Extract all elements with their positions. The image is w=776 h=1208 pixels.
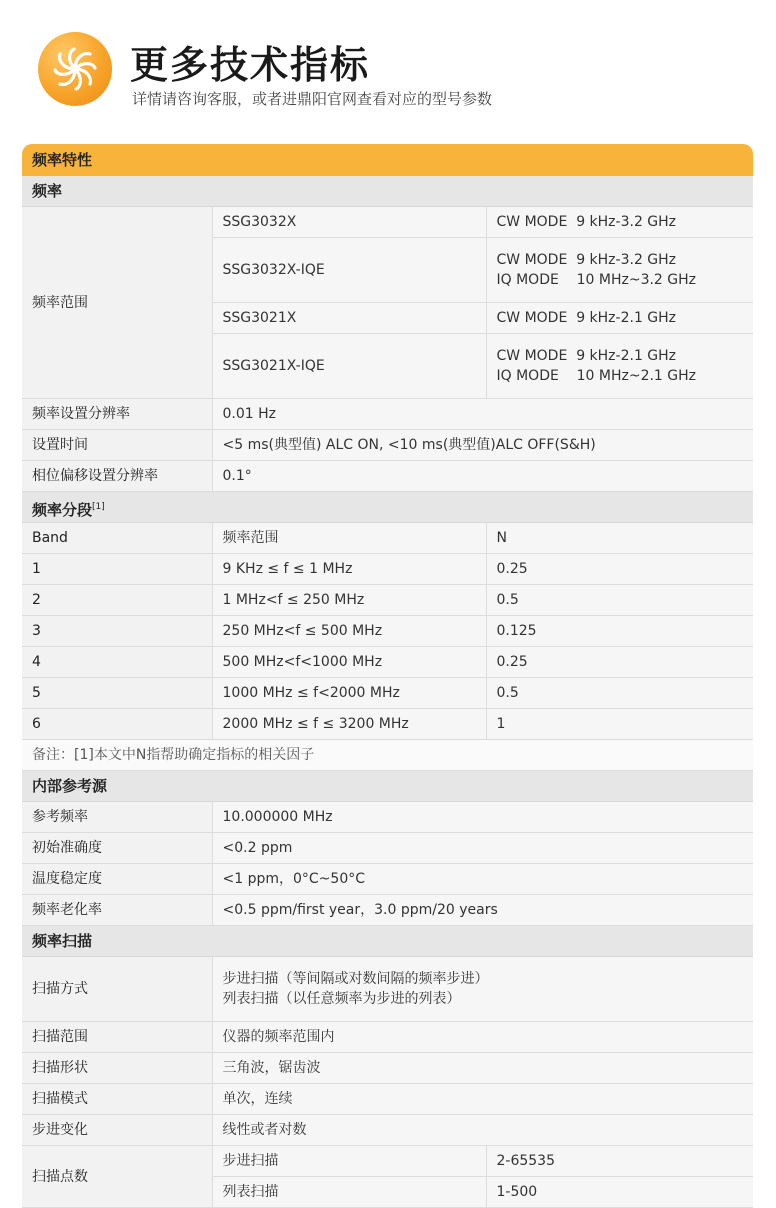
- footnote: 备注：[1]本文中N指帮助确定指标的相关因子: [22, 740, 753, 771]
- table-row: [22, 678, 753, 709]
- band-range: 1 MHz<f ≤ 250 MHz: [212, 585, 486, 616]
- page-subtitle: 详情请咨询客服，或者进鼎阳官网查看对应的型号参数: [132, 90, 493, 108]
- spec-label: 相位偏移设置分辨率: [22, 461, 212, 492]
- spec-value: 0.1°: [212, 461, 753, 492]
- group-title: 频率分段: [32, 501, 93, 519]
- band-n: 0.125: [486, 616, 753, 647]
- bands-table: [22, 523, 753, 740]
- spec-value: <0.2 ppm: [212, 833, 753, 864]
- band-number: 3: [22, 616, 212, 647]
- band-range: 500 MHz<f<1000 MHz: [212, 647, 486, 678]
- table-row: [22, 647, 753, 678]
- spec-label: 扫描范围: [22, 1022, 212, 1053]
- band-n: 1: [486, 709, 753, 740]
- band-n: 0.5: [486, 678, 753, 709]
- siglent-logo-icon: [38, 32, 112, 106]
- page-header: [0, 0, 776, 140]
- spec-label: 扫描方式: [22, 957, 212, 1022]
- table-row: [22, 1115, 753, 1146]
- table-row: [22, 1084, 753, 1115]
- spec-value: <1 ppm，0°C~50°C: [212, 864, 753, 895]
- spec-value: [212, 957, 753, 1022]
- spec-value: 三角波，锯齿波: [212, 1053, 753, 1084]
- group-header-frequency-bands: [22, 492, 753, 523]
- model-range: [486, 303, 753, 334]
- spec-label: 扫描点数: [22, 1146, 212, 1208]
- group-header-internal-reference: 内部参考源: [22, 771, 753, 802]
- spec-label: 初始准确度: [22, 833, 212, 864]
- spec-label: 频率设置分辨率: [22, 399, 212, 430]
- spec-label: 扫描形状: [22, 1053, 212, 1084]
- table-row: [22, 1022, 753, 1053]
- spec-table: [22, 144, 753, 1208]
- sweep-method-line: 列表扫描（以任意频率为步进的列表）: [222, 991, 461, 1007]
- table-row: [22, 895, 753, 926]
- model-range: [486, 207, 753, 238]
- mode-line: IQ MODE 10 MHz~3.2 GHz: [496, 272, 697, 288]
- spec-value: 单次，连续: [212, 1084, 753, 1115]
- model-name: SSG3032X: [212, 207, 486, 238]
- footnote-marker: [1]: [92, 502, 105, 512]
- sweep-method-line: 步进扫描（等间隔或对数间隔的频率步进）: [222, 971, 489, 987]
- band-n: 0.25: [486, 647, 753, 678]
- mode-line: IQ MODE 10 MHz~2.1 GHz: [496, 368, 697, 384]
- group-header-frequency: 频率: [22, 176, 753, 207]
- sweep-type: 步进扫描: [212, 1146, 486, 1177]
- table-row: [22, 1146, 753, 1177]
- band-number: 1: [22, 554, 212, 585]
- spec-label: 温度稳定度: [22, 864, 212, 895]
- frequency-range-label: 频率范围: [22, 207, 212, 399]
- table-row: [22, 1053, 753, 1084]
- table-row: [22, 585, 753, 616]
- mode-line: CW MODE 9 kHz-3.2 GHz: [496, 214, 677, 230]
- mode-line: CW MODE 9 kHz-2.1 GHz: [496, 310, 677, 326]
- spec-value: 10.000000 MHz: [212, 802, 753, 833]
- band-range: 2000 MHz ≤ f ≤ 3200 MHz: [212, 709, 486, 740]
- spec-value: <5 ms(典型值) ALC ON, <10 ms(典型值)ALC OFF(S&H): [212, 430, 753, 461]
- mode-line: CW MODE 9 kHz-2.1 GHz: [496, 348, 677, 364]
- reference-table: [22, 802, 753, 926]
- column-header: N: [486, 523, 753, 554]
- sweep-type: 列表扫描: [212, 1177, 486, 1208]
- sweep-table: [22, 957, 753, 1208]
- table-row: [22, 616, 753, 647]
- column-header: 频率范围: [212, 523, 486, 554]
- band-range: 250 MHz<f ≤ 500 MHz: [212, 616, 486, 647]
- band-number: 4: [22, 647, 212, 678]
- model-range: [486, 334, 753, 399]
- spec-value: 线性或者对数: [212, 1115, 753, 1146]
- model-name: SSG3021X: [212, 303, 486, 334]
- section-header-frequency-characteristics: 频率特性: [22, 144, 753, 176]
- spec-label: 频率老化率: [22, 895, 212, 926]
- band-n: 0.25: [486, 554, 753, 585]
- model-range: [486, 238, 753, 303]
- spec-label: 参考频率: [22, 802, 212, 833]
- band-number: 2: [22, 585, 212, 616]
- spec-value: <0.5 ppm/first year，3.0 ppm/20 years: [212, 895, 753, 926]
- spec-value: 0.01 Hz: [212, 399, 753, 430]
- spec-label: 步进变化: [22, 1115, 212, 1146]
- frequency-table: [22, 207, 753, 492]
- table-row: [22, 554, 753, 585]
- spec-value: 仪器的频率范围内: [212, 1022, 753, 1053]
- band-range: 9 KHz ≤ f ≤ 1 MHz: [212, 554, 486, 585]
- table-row: [22, 802, 753, 833]
- sweep-points-value: 1-500: [486, 1177, 753, 1208]
- page-title: 更多技术指标: [130, 43, 371, 87]
- table-row: [22, 833, 753, 864]
- table-row: [22, 864, 753, 895]
- band-number: 5: [22, 678, 212, 709]
- table-row: [22, 709, 753, 740]
- sweep-points-value: 2-65535: [486, 1146, 753, 1177]
- band-range: 1000 MHz ≤ f<2000 MHz: [212, 678, 486, 709]
- band-number: 6: [22, 709, 212, 740]
- spec-label: 扫描模式: [22, 1084, 212, 1115]
- column-header: Band: [22, 523, 212, 554]
- spec-label: 设置时间: [22, 430, 212, 461]
- band-n: 0.5: [486, 585, 753, 616]
- model-name: SSG3021X-IQE: [212, 334, 486, 399]
- model-name: SSG3032X-IQE: [212, 238, 486, 303]
- group-header-frequency-sweep: 频率扫描: [22, 926, 753, 957]
- mode-line: CW MODE 9 kHz-3.2 GHz: [496, 252, 677, 268]
